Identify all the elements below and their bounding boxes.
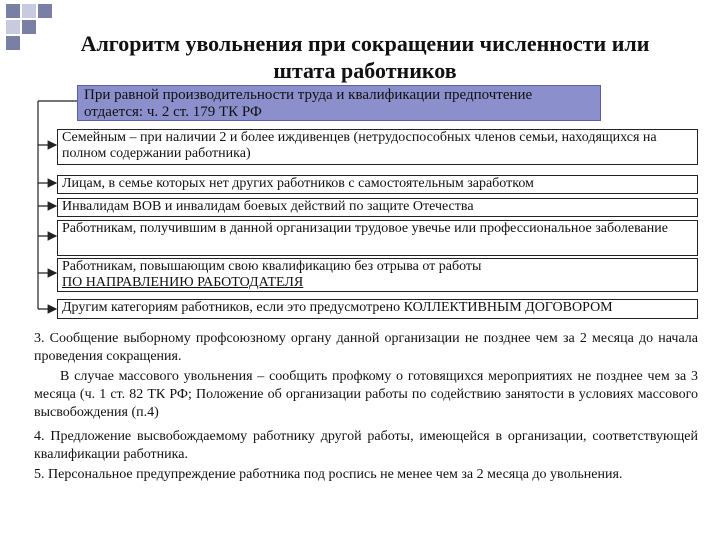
category-item-text: Работникам, повышающим свою квалификацию без отрыва от работы	[62, 259, 482, 274]
category-item: Инвалидам ВОВ и инвалидам боевых действий по защите Отечества	[57, 198, 698, 217]
category-item: Семейным – при наличии 2 и более иждивенцев (нетрудоспособных членов семьи, находящихся на полном содержании работника)	[57, 129, 698, 165]
paragraph: 3. Сообщение выборному профсоюзному органу данной организации не позднее чем за 2 месяца до начала проведения сокращения.	[34, 331, 698, 364]
paragraph: 5. Персональное предупреждение работника под роспись не менее чем за 2 месяца до увольнения.	[34, 467, 623, 482]
category-item	[57, 258, 698, 292]
preference-box: При равной производительности труда и квалификации предпочтение отдается: ч. 2 ст. 179 ТК РФ	[77, 85, 601, 121]
paragraph: 4. Предложение высвобождаемому работнику другой работы, имеющейся в организации, соответствующей квалификации работника.	[34, 429, 698, 462]
category-item-emphasis: ПО НАПРАВЛЕНИЮ РАБОТОДАТЕЛЯ	[62, 275, 304, 290]
page-title: Алгоритм увольнения при сокращении численности или штата работников	[80, 31, 650, 83]
category-item: Работникам, получившим в данной организации трудовое увечье или профессиональное заболевание	[57, 220, 698, 256]
category-item: Лицам, в семье которых нет других работников с самостоятельным заработком	[57, 175, 698, 194]
category-item: Другим категориям работников, если это предусмотрено КОЛЛЕКТИВНЫМ ДОГОВОРОМ	[57, 299, 698, 319]
paragraph: В случае массового увольнения – сообщить профкому о готовящихся мероприятиях не позднее чем за 3 месяца (ч. 1 ст. 82 ТК РФ; Положение об организации работы по содействию занятости в условиях массового высвобождения (п.4)	[34, 369, 698, 420]
